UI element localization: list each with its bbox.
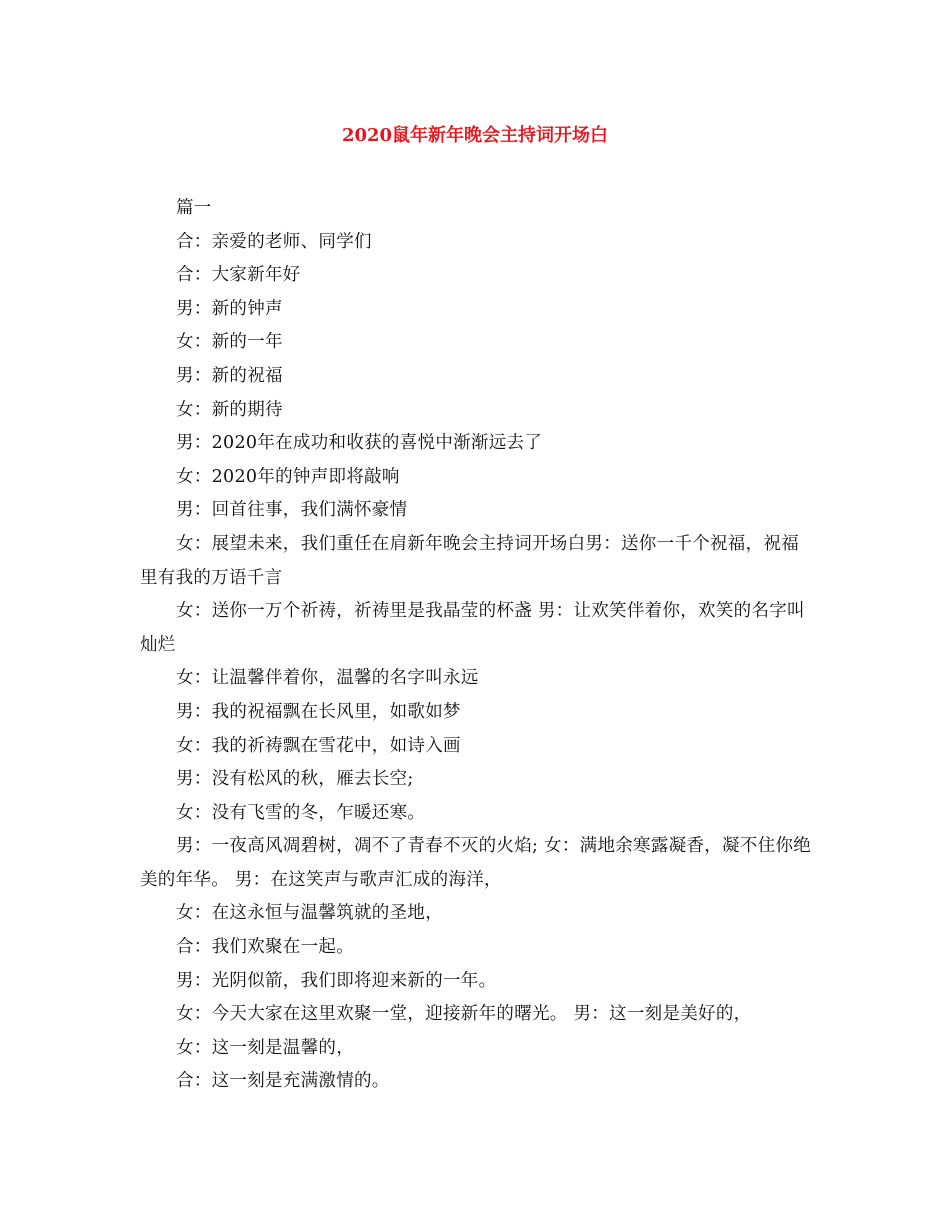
paragraph: 男：2020年在成功和收获的喜悦中渐渐远去了 [176, 433, 543, 454]
paragraph: 男：光阴似箭，我们即将迎来新的一年。 [176, 970, 497, 991]
paragraph: 女：新的期待 [176, 399, 283, 420]
paragraph: 合：我们欢聚在一起。 [176, 937, 354, 958]
paragraph: 女：没有飞雪的冬，乍暖还寒。 [176, 802, 426, 823]
paragraph: 男：新的钟声 [176, 298, 283, 319]
paragraph: 男：我的祝福飘在长风里，如歌如梦 [176, 701, 461, 722]
paragraph: 女：我的祈祷飘在雪花中，如诗入画 [176, 735, 461, 756]
paragraph: 合：这一刻是充满激情的。 [176, 1071, 390, 1092]
document-body [140, 192, 814, 1099]
paragraph: 男：新的祝福 [176, 365, 283, 386]
paragraph: 女：展望未来，我们重任在肩新年晚会主持词开场白男：送你一千个祝福，祝福里有我的万语千言 [140, 533, 799, 588]
paragraph: 男：没有松风的秋，雁去长空; [176, 769, 414, 790]
paragraph: 女：送你一万个祈祷，祈祷里是我晶莹的杯盏 男：让欢笑伴着你，欢笑的名字叫灿烂 [140, 601, 805, 655]
paragraph: 男：回首往事，我们满怀豪情 [176, 500, 408, 521]
paragraph: 女：新的一年 [176, 332, 283, 353]
paragraph: 合：亲爱的老师、同学们 [176, 231, 372, 252]
paragraph: 女：今天大家在这里欢聚一堂，迎接新年的曙光。 男：这一刻是美好的， [176, 1004, 752, 1025]
paragraph: 女：在这永恒与温馨筑就的圣地， [176, 903, 443, 924]
document-title: 2020鼠年新年晚会主持词开场白 [341, 125, 609, 146]
paragraph: 男：一夜高风凋碧树，凋不了青春不灭的火焰; 女：满地余寒露凝香，凝不住你绝美的年华。 男：在这笑声与歌声汇成的海洋， [140, 836, 812, 890]
paragraph: 合：大家新年好 [176, 265, 301, 286]
paragraph: 篇一 [176, 198, 212, 218]
paragraph: 女：这一刻是温馨的， [176, 1037, 354, 1058]
paragraph: 女：2020年的钟声即将敲响 [176, 466, 400, 487]
paragraph: 女：让温馨伴着你，温馨的名字叫永远 [176, 668, 479, 689]
